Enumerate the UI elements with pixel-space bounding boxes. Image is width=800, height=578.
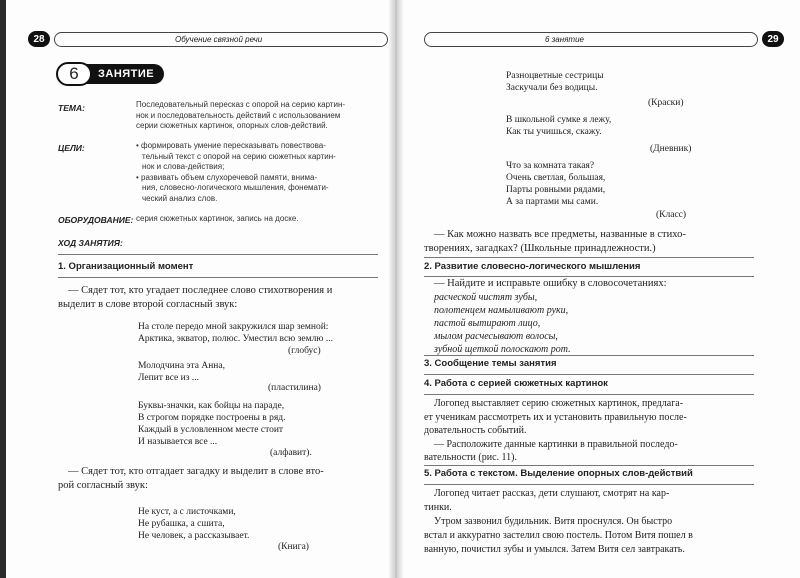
poem-line: Разноцветные сестрицы <box>506 71 604 81</box>
error-item: пастой вытирают лицо, <box>434 318 541 329</box>
lesson-badge <box>56 62 164 86</box>
paragraph <box>58 284 380 312</box>
lesson-word: ЗАНЯТИЕ <box>86 64 164 84</box>
poem <box>138 321 333 345</box>
text-line: рой согласный звук: <box>58 480 148 491</box>
divider <box>58 277 378 278</box>
poem-line: Каждый в условленном месте стоит <box>138 425 284 435</box>
left-page <box>10 0 380 578</box>
poem-line: В строгом порядке построены в ряд. <box>138 413 286 423</box>
poem-line: В школьной сумке я лежу, <box>506 115 612 125</box>
paragraph <box>424 397 754 465</box>
tema-line: нок и последовательность действий с использованием <box>136 110 341 120</box>
poem-line: Не куст, а с листочками, <box>138 507 236 517</box>
tema-label: ТЕМА: <box>58 103 85 113</box>
tema-text <box>136 100 376 132</box>
poem-line: Как ты учишься, скажу. <box>506 127 602 137</box>
text-line: — Расположите данные картинки в правильной последо- <box>434 438 678 450</box>
section-heading: 4. Работа с серией сюжетных картинок <box>424 378 608 389</box>
error-list <box>434 291 571 356</box>
poem <box>506 114 611 138</box>
poem <box>506 160 605 208</box>
text-line: довательность событий. <box>424 425 527 436</box>
left-running-header <box>28 31 388 47</box>
section-heading: 3. Сообщение темы занятия <box>424 358 557 369</box>
celi-line: • развивать объем слухоречевой памяти, внима- <box>136 172 318 182</box>
answer: (алфавит). <box>270 448 312 458</box>
answer: (Краски) <box>648 98 684 108</box>
poem-line: Арктика, экватор, полюс. Уместил всю землю ... <box>138 334 333 344</box>
text-line: — Сядет тот, кто угадает последнее слово стихотворения и <box>68 285 333 296</box>
error-item: полотенцем намыливают руки, <box>434 305 569 316</box>
divider <box>424 484 754 485</box>
text-line: ванную, почистил зубы и умылся. Затем Витя сел завтракать. <box>424 544 685 555</box>
divider <box>424 257 754 258</box>
poem-line: На столе передо мной закружился шар земной: <box>138 322 329 332</box>
poem-line: Что за комната такая? <box>506 161 595 171</box>
section-heading: 5. Работа с текстом. Выделение опорных слов-действий <box>424 468 693 479</box>
poem-line: Молодчина эта Анна, <box>138 361 225 371</box>
tema-line: серии сюжетных картинок, опорных слов-действий. <box>136 121 328 130</box>
celi-line: • формировать умение пересказывать повествова- <box>136 141 326 150</box>
celi-line: нок и слова-действия; <box>142 162 225 171</box>
hod-label: ХОД ЗАНЯТИЯ: <box>58 238 123 248</box>
divider <box>424 374 754 375</box>
poem-line: Заскучали без водицы. <box>506 83 598 93</box>
poem <box>138 400 286 448</box>
divider <box>424 355 754 356</box>
right-header-title: 6 занятие <box>424 32 758 47</box>
text-line: — Как можно назвать все предметы, названные в стихо- <box>434 229 686 240</box>
celi-line: ния, словесно-логического мышления, фонемати- <box>142 183 329 192</box>
paragraph: — Найдите и исправьте ошибку в словосочетаниях: <box>434 278 667 289</box>
error-item: мылом расчесывают волосы, <box>434 331 558 342</box>
poem-line: Не человек, а рассказывает. <box>138 531 250 541</box>
oborud-label: ОБОРУДОВАНИЕ: <box>58 215 134 225</box>
answer: (пластилина) <box>268 383 321 393</box>
text-line: выделит в слове второй согласный звук: <box>58 299 238 310</box>
poem-line: Буквы-значки, как бойцы на параде, <box>138 401 285 411</box>
right-page-number: 29 <box>762 31 784 47</box>
paragraph <box>424 487 754 557</box>
section-heading: 1. Организационный момент <box>58 261 194 272</box>
divider <box>424 394 754 395</box>
page-edge <box>0 0 6 578</box>
text-line: — Сядет тот, кто отгадает загадку и выделит в слове вто- <box>68 466 324 477</box>
text-line: творениях, загадках? (Школьные принадлежности.) <box>424 243 656 254</box>
poem-line: Не рубашка, а сшита, <box>138 519 225 529</box>
left-page-number: 28 <box>28 31 50 47</box>
left-header-title: Обучение связной речи <box>54 32 388 47</box>
poem <box>506 70 604 94</box>
text-line: вательности (рис. 11). <box>424 452 517 463</box>
answer: (Класс) <box>656 210 687 220</box>
divider <box>58 254 378 255</box>
error-item: расческой чистят зубы, <box>434 292 538 303</box>
celi-text <box>136 141 376 204</box>
poem-line: А за партами мы сами. <box>506 197 599 207</box>
text-line: ет ученикам рассмотреть их и установить правильную после- <box>424 411 687 423</box>
paragraph <box>424 228 754 256</box>
book-gutter <box>388 0 404 578</box>
answer: (глобус) <box>288 346 321 356</box>
answer: (Книга) <box>278 542 309 552</box>
text-line: встал и аккуратно застелил свою постель. Потом Витя пошел в <box>424 530 693 541</box>
paragraph <box>58 465 380 493</box>
divider <box>424 465 754 466</box>
celi-line: тельный текст с опорой на серию сюжетных картин- <box>142 151 336 161</box>
lesson-number: 6 <box>56 62 92 86</box>
section-heading: 2. Развитие словесно-логического мышления <box>424 261 641 272</box>
text-line: Утром зазвонил будильник. Витя проснулся. Он быстро <box>434 516 673 527</box>
oborud-text: серия сюжетных картинок, запись на доске. <box>136 214 299 223</box>
poem-line: Очень светлая, большая, <box>506 173 606 183</box>
text-line: Логопед читает рассказ, дети слушают, смотрят на кар- <box>434 488 670 499</box>
poem <box>138 506 249 542</box>
right-running-header <box>424 31 784 47</box>
poem-line: Парты ровными рядами, <box>506 185 606 195</box>
poem-line: Лепит все из ... <box>138 373 199 383</box>
right-page <box>410 0 780 578</box>
text-line: Логопед выставляет серию сюжетных картинок, предлага- <box>434 398 684 409</box>
poem-line: И называется все ... <box>138 437 218 447</box>
text-line: тинки. <box>424 502 452 513</box>
poem <box>138 360 225 384</box>
error-item: зубной щеткой полоскают рот. <box>434 344 571 355</box>
answer: (Дневник) <box>650 144 692 154</box>
tema-line: Последовательный пересказ с опорой на серию картин- <box>136 100 346 109</box>
celi-label: ЦЕЛИ: <box>58 143 85 153</box>
celi-line: ческий анализ слов. <box>142 193 218 203</box>
